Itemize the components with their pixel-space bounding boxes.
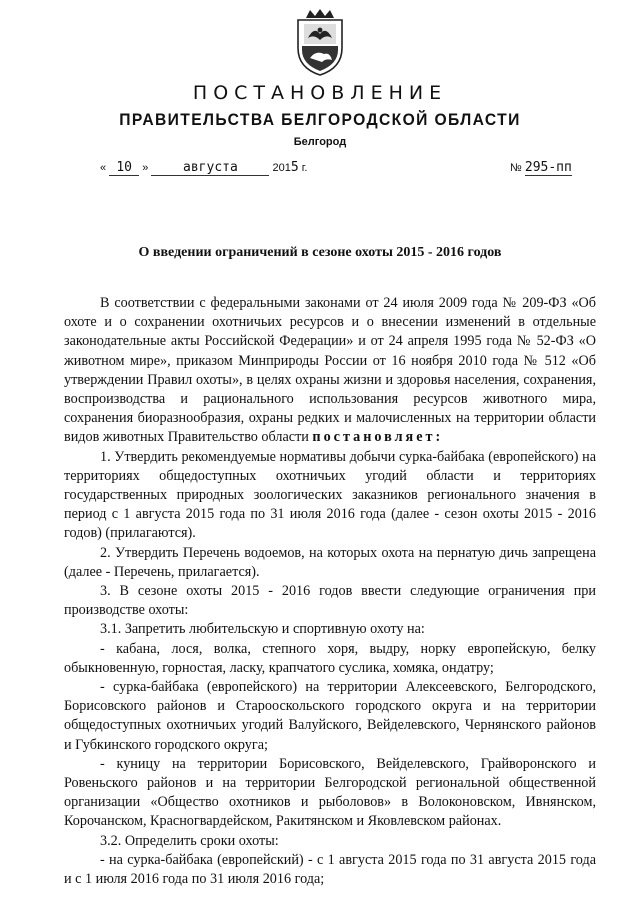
date-day: 10 (109, 160, 139, 176)
city-name: Белгород (293, 136, 347, 148)
paragraph-2: 2. Утвердить Перечень водоемов, на которых охота на пернатую дичь запрещена (далее - Перечень, прилагается). (64, 544, 596, 580)
issuing-authority: ПРАВИТЕЛЬСТВА БЕЛГОРОДСКОЙ ОБЛАСТИ (119, 110, 521, 129)
number-label: № (510, 162, 522, 174)
paragraph-3-1-b: - сурка-байбака (европейского) на территории Алексеевского, Белгородского, Борисовского районов и Старооскольского городского округа и на территории общедоступных охотничьих угодий Валуйского, Вейделевского, Чернянского районов и Губкинского городского округа; (64, 679, 596, 753)
coat-of-arms-emblem (292, 8, 348, 76)
date-year-prefix: 201 (272, 162, 291, 174)
number-value: 295-пп (524, 160, 572, 175)
paragraph-intro: В соответствии с федеральными законами от 24 июля 2009 года № 209-ФЗ «Об охоте и о сохранении охотничьих ресурсов и о внесении изменений в отдельные законодательные акты Российской Федерации» и от 24 апреля 1995 года № 52-ФЗ «О животном мире», приказом Минприроды России от 16 ноября 2010 года № 512 «Об утверждении Правил охоты», в целях охраны жизни и здоровья населения, сохранения, воспроизводства и рационального использования ресурсов животного мира, сохранения биоразнообразия, охраны редких и малочисленных на территории области видов животных Правительство области постановляет: (64, 295, 596, 446)
document-number (510, 160, 572, 176)
paragraph-1: 1. Утвердить рекомендуемые нормативы добычи сурка-байбака (европейского) на территориях общедоступных охотничьих угодий области и территориях государственных природных зоологических заказников регионального значения в период с 1 августа 2015 года по 31 июля 2016 года (далее - сезон охоты 2015 - 2016 годов) (прилагаются). (64, 448, 596, 542)
date-close-quote: » (142, 162, 149, 174)
paragraph-3-1-a: - кабана, лося, волка, степного хоря, выдру, норку европейскую, белку обыкновенную, горностая, ласку, крапчатого суслика, хомяка, ондатру; (64, 640, 596, 676)
paragraph-3-2-a: - на сурка-байбака (европейский) - с 1 августа 2015 года по 31 августа 2015 года и с 1 июля 2016 года по 31 июля 2016 года; (64, 851, 596, 888)
paragraph-3-1: 3.1. Запретить любительскую и спортивную охоту на: (100, 621, 425, 638)
document-heading: О введении ограничений в сезоне охоты 2015 - 2016 годов (138, 245, 502, 260)
date-month: августа (151, 160, 269, 176)
decree-word: постановляет: (312, 429, 444, 446)
document-body (64, 294, 596, 889)
date-open-quote: « (100, 162, 107, 174)
date-year-suffix: 5 (290, 160, 299, 175)
paragraph-3: 3. В сезоне охоты 2015 - 2016 годов ввести следующие ограничения при производстве охоты: (64, 583, 596, 619)
paragraph-3-2: 3.2. Определить сроки охоты: (100, 832, 279, 849)
paragraph-3-1-c: - куницу на территории Борисовского, Вейделевского, Грайворонского и Ровеньского районов и на территории Белгородской региональной общественной организации «Общество охотников и рыболовов» в Волоконовском, Ивнянском, Корочанском, Красногвардейском, Ракитянском и Яковлевском районах. (64, 755, 596, 830)
date-year-unit: г. (301, 162, 308, 174)
document-date (100, 160, 307, 176)
document-type-title: ПОСТАНОВЛЕНИЕ (192, 82, 448, 104)
